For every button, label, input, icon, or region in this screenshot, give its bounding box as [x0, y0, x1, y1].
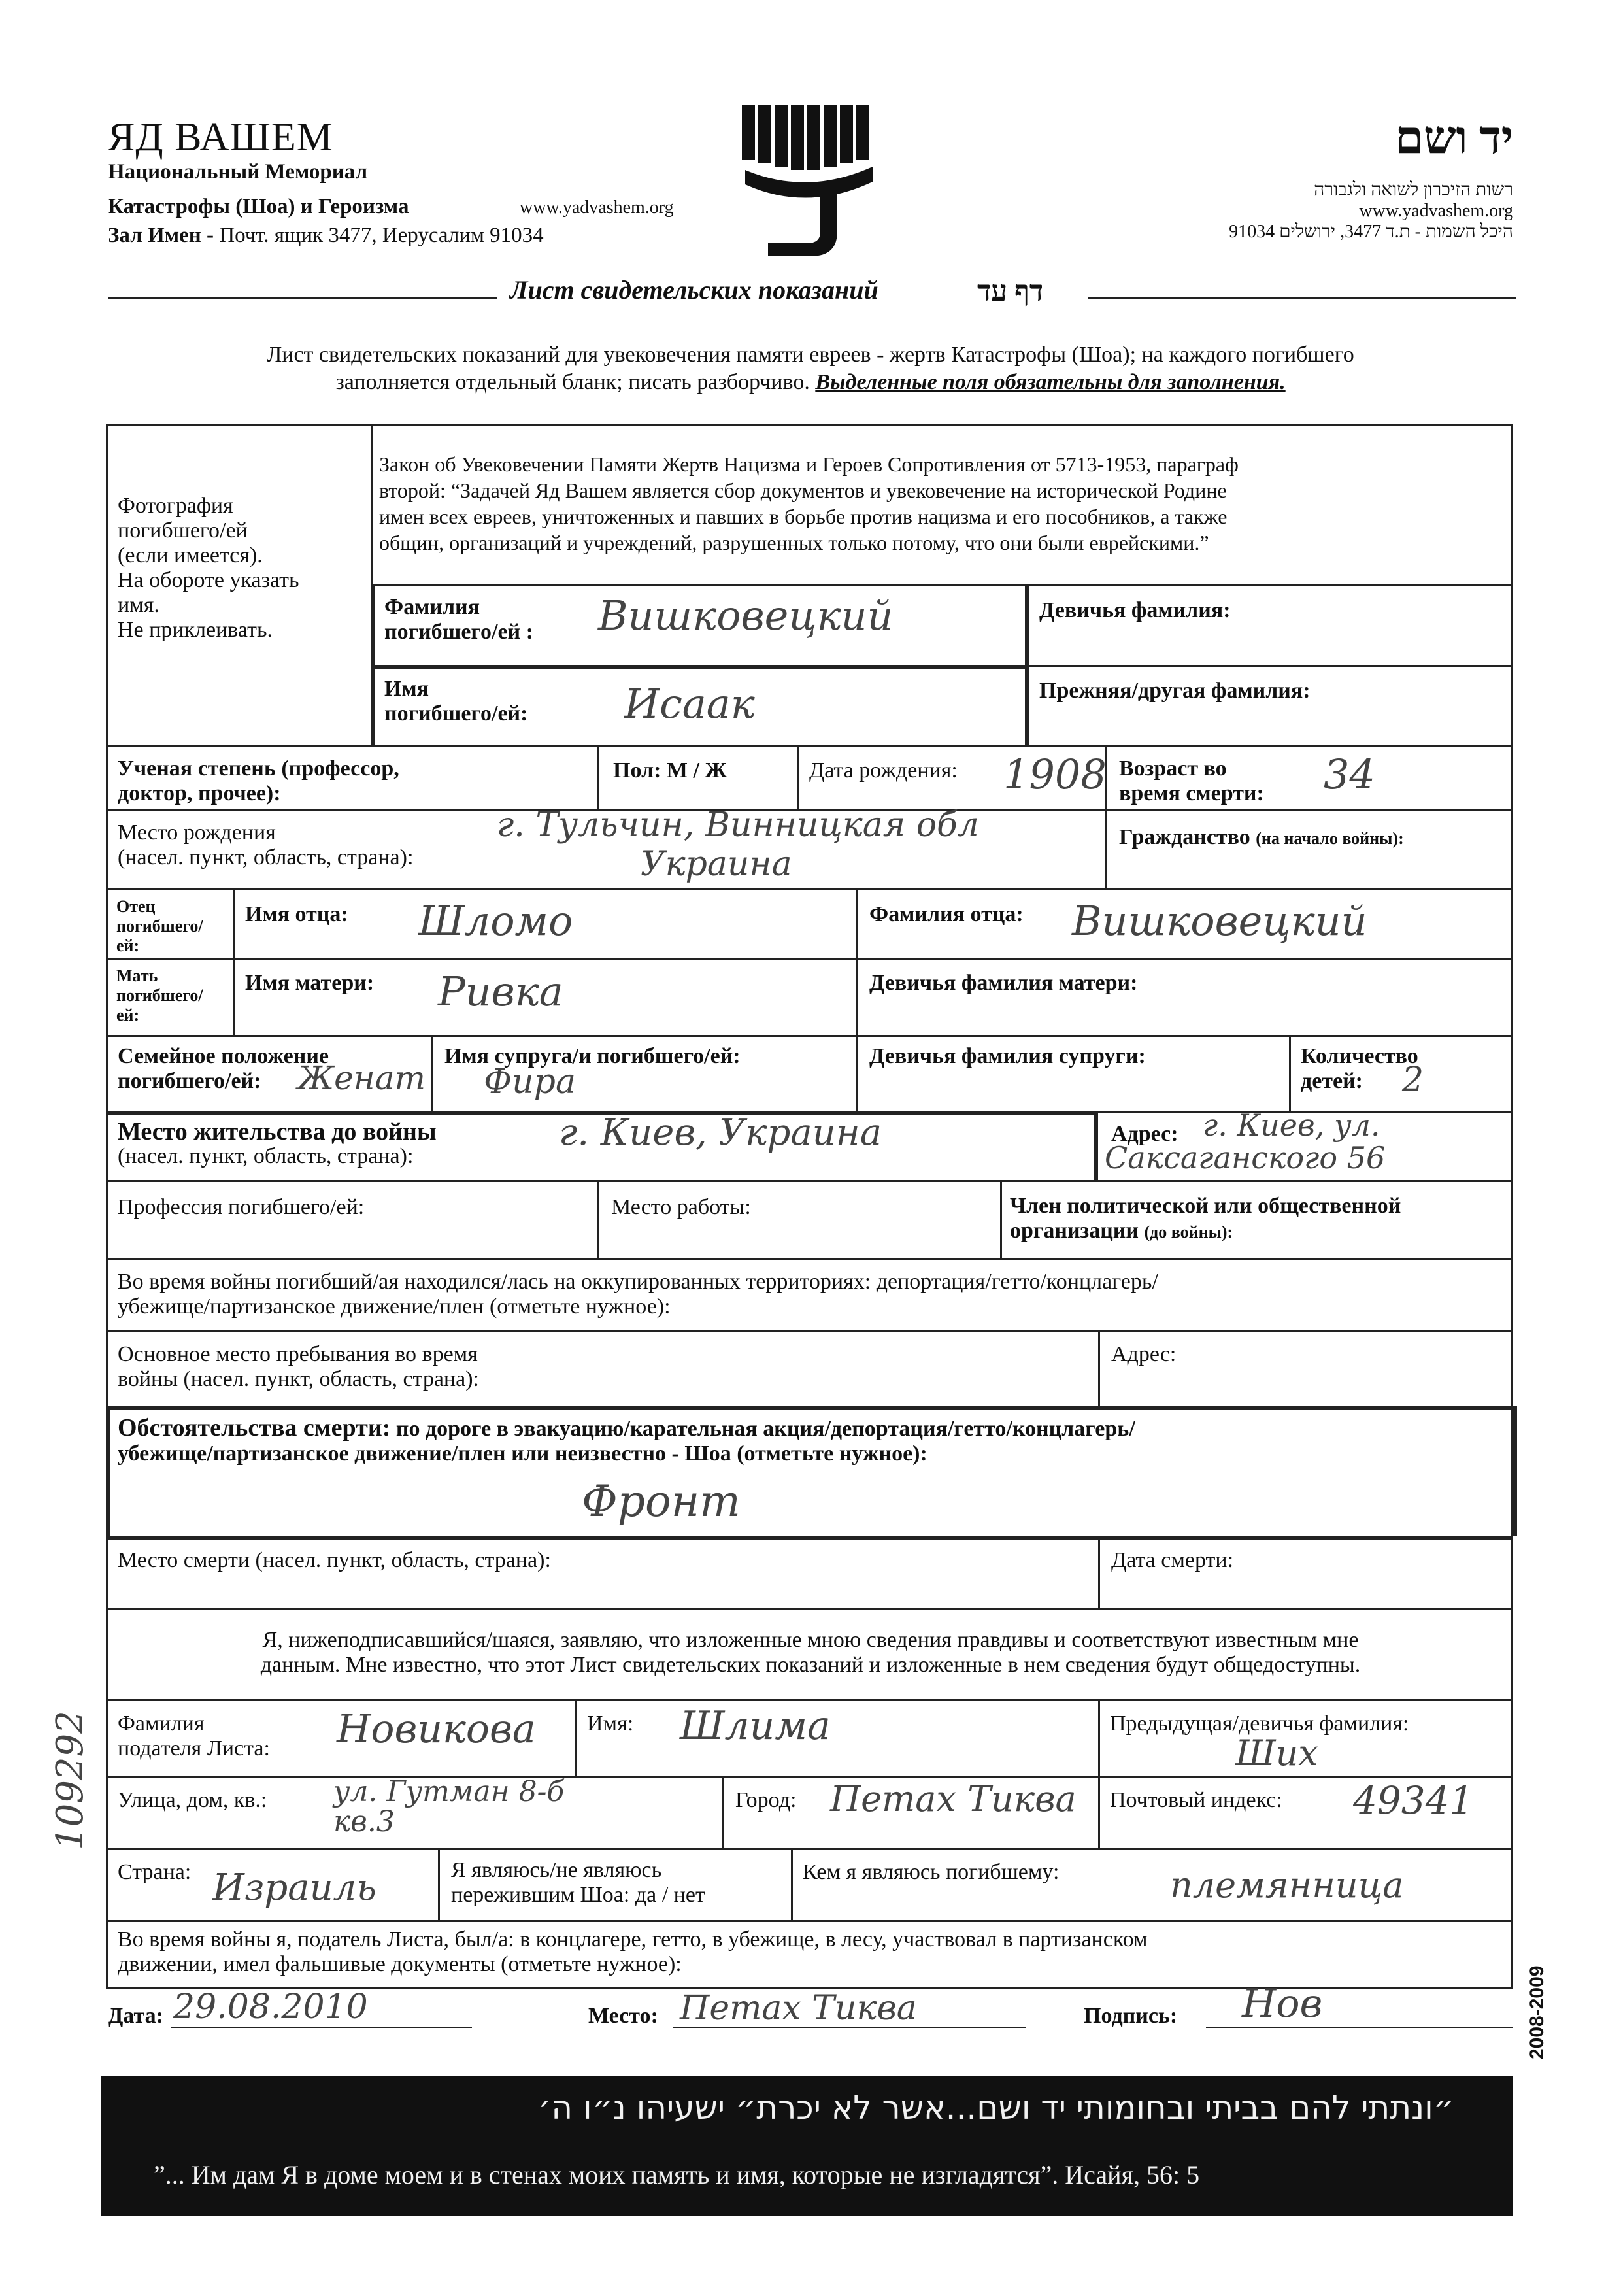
maiden-name-label: Девичья фамилия:	[1039, 598, 1231, 622]
submitter-name-field[interactable]: Шлима	[680, 1703, 831, 1749]
spouse-label: Имя супруга/и погибшего/ей:	[444, 1044, 741, 1068]
address-label: Адрес:	[1111, 1122, 1178, 1146]
workplace-label: Место работы:	[611, 1195, 751, 1219]
city-label: Город:	[735, 1788, 797, 1812]
intro-line-1: Лист свидетельских показаний для увековечения памяти евреев - жертв Катастрофы (Шоа); на каждого погибшего	[267, 343, 1354, 367]
father-name-field[interactable]: Шломо	[418, 897, 573, 945]
circumstances-field[interactable]: Фронт	[582, 1476, 741, 1527]
birthplace-field[interactable]: г. Тульчин, Винницкая обл Украина	[497, 805, 979, 884]
organization-label: Член политической или общественной организации (до войны):	[1010, 1194, 1401, 1243]
footer-quote-band	[101, 2076, 1513, 2216]
mother-name-field[interactable]: Ривка	[438, 968, 563, 1015]
submitter-name-label: Имя:	[587, 1712, 634, 1736]
law-text: Закон об Увековечении Памяти Жертв Нацизма и Героев Сопротивления от 5713-1953, параграф второй: “Задачей Яд Вашем является сбор документов и увековечение на исторической Родине имен всех евреев, уничтоженных и павших в борьбе против нацизма и его пособников, а также общин, организаций и учреждений, разрушенных только потому, что они были еврейскими.”	[379, 452, 1239, 554]
submitter-war-label: Во время войны я, податель Листа, был/а: в концлагере, гетто, в убежище, в лесу, участвовал в партизанском движении, имел фальшивые документы (отметьте нужное):	[118, 1927, 1148, 1976]
mother-tag: Мать погибшего/ ей:	[116, 966, 203, 1024]
header-hall-label: Зал Имен -	[108, 224, 214, 247]
death-date-label: Дата смерти:	[1111, 1548, 1234, 1572]
mother-name-label: Имя матери:	[245, 971, 375, 995]
intro-line-2: заполняется отдельный бланк; писать разборчиво.	[335, 370, 810, 394]
header-title-he: יד ושם	[1395, 113, 1513, 163]
photo-label: Фотография погибшего/ей (если имеется). На обороте указать имя. Не приклеивать.	[118, 494, 299, 642]
header-line-3	[108, 224, 544, 248]
circumstances-label: Обстоятельства смерти: по дороге в эвакуацию/карательная акция/депортация/гетто/концлагерь/ убежище/партизанское движение/плен или неизвестно - Шоа (отметьте нужное):	[118, 1414, 1135, 1466]
death-place-label: Место смерти (насел. пункт, область, страна):	[118, 1548, 551, 1572]
profession-label: Профессия погибшего/ей:	[118, 1195, 365, 1219]
address-field[interactable]: г. Киев, ул. Саксаганского 56	[1105, 1107, 1386, 1175]
children-label: Количество детей:	[1301, 1044, 1418, 1093]
street-field[interactable]: ул. Гутман 8-б кв.3	[333, 1775, 565, 1838]
citizenship-label: Гражданство (на начало войны):	[1119, 825, 1404, 849]
form-title: Лист свидетельских показаний	[510, 275, 878, 305]
declaration-text: Я, нижеподписавшийся/шаяся, заявляю, что изложенные мною сведения правдивы и соответствуют известным мне данным. Мне известно, что этот Лист свидетельских показаний и изложенные в нем сведения будут общедоступны.	[260, 1628, 1361, 1677]
other-surname-label: Прежняя/другая фамилия:	[1039, 679, 1311, 703]
form-year: 2008-2009	[1526, 1965, 1548, 2059]
spouse-field[interactable]: Фира	[484, 1062, 576, 1102]
age-field[interactable]: 34	[1324, 751, 1375, 798]
header-line-1: Национальный Мемориал	[108, 160, 368, 184]
father-surname-label: Фамилия отца:	[869, 902, 1024, 926]
submitter-prev-field[interactable]: Ших	[1235, 1732, 1318, 1774]
residence-field[interactable]: г. Киев, Украина	[559, 1111, 882, 1154]
surname-field[interactable]: Вишковецкий	[598, 592, 894, 639]
sex-label: Пол: М / Ж	[613, 758, 727, 783]
residence-label: Место жительства до войны (насел. пункт, область, страна):	[118, 1118, 437, 1168]
country-label: Страна:	[118, 1860, 192, 1884]
main-place-label: Основное место пребывания во время войны (насел. пункт, область, страна):	[118, 1342, 479, 1391]
birthplace-label: Место рождения (насел. пункт, область, страна):	[118, 820, 414, 869]
submitter-surname-label: Фамилия подателя Листа:	[118, 1712, 270, 1761]
father-tag: Отец погибшего/ ей:	[116, 897, 203, 955]
zip-label: Почтовый индекс:	[1110, 1788, 1282, 1812]
date-field[interactable]: 29.08.2010	[173, 1987, 368, 2027]
header-website: www.yadvashem.org	[520, 197, 674, 218]
header-line-2: Катастрофы (Шоа) и Героизма	[108, 195, 409, 218]
marital-field[interactable]: Женат	[297, 1059, 426, 1097]
place-label: Место:	[588, 2004, 658, 2028]
father-name-label: Имя отца:	[245, 902, 348, 926]
intro-text	[111, 341, 1510, 396]
title-rule-right	[1088, 297, 1516, 299]
signature-label: Подпись:	[1084, 2004, 1178, 2028]
first-name-field[interactable]: Исаак	[624, 680, 755, 728]
footer-quote-he: ״ונתתי להם בביתי ובחומותי יד ושם...אשר לא יכרת״ ישעיהו נ״ו ה׳	[537, 2089, 1454, 2127]
yad-vashem-logo-icon	[742, 105, 879, 258]
form-title-he: דף עד	[977, 275, 1044, 307]
header-he-line-2: www.yadvashem.org	[1359, 201, 1513, 221]
degree-label: Ученая степень (профессор, доктор, прочее):	[118, 756, 399, 805]
main-address-label: Адрес:	[1111, 1342, 1177, 1366]
street-label: Улица, дом, кв.:	[118, 1788, 267, 1812]
spouse-maiden-label: Девичья фамилия супруги:	[869, 1044, 1146, 1068]
header-address: Почт. ящик 3477, Иерусалим 91034	[219, 224, 544, 247]
first-name-label: Имя погибшего/ей:	[384, 677, 528, 726]
footer-quote-ru: ”... Им дам Я в доме моем и в стенах моих память и имя, которые не изгладятся”. Исайя, 56: 5	[154, 2160, 1200, 2189]
header-title-ru: ЯД ВАШЕМ	[108, 115, 333, 160]
header-he-line-3: היכל השמות - ת.ד 3477, ירושלים 91034	[1229, 222, 1513, 242]
required-note: Выделенные поля обязательны для заполнения.	[815, 370, 1286, 394]
father-surname-field[interactable]: Вишковецкий	[1072, 897, 1367, 945]
zip-field[interactable]: 49341	[1353, 1778, 1474, 1823]
birthdate-label: Дата рождения:	[809, 758, 958, 783]
survivor-label[interactable]: Я являюсь/не являюсь пережившим Шоа: да / нет	[451, 1858, 705, 1907]
city-field[interactable]: Петах Тиква	[830, 1778, 1077, 1819]
children-field[interactable]: 2	[1402, 1060, 1424, 1100]
relation-label: Кем я являюсь погибшему:	[803, 1860, 1060, 1884]
age-label: Возраст во время смерти:	[1119, 756, 1264, 805]
date-label: Дата:	[108, 2004, 163, 2028]
surname-label: Фамилия погибшего/ей :	[384, 595, 533, 644]
title-rule-left	[108, 297, 497, 299]
marital-label: Семейное положение погибшего/ей:	[118, 1044, 329, 1093]
header-he-line-1: רשות הזיכרון לשואה ולגבורה	[1314, 180, 1513, 200]
submitter-surname-field[interactable]: Новикова	[337, 1706, 536, 1752]
mother-maiden-label: Девичья фамилия матери:	[869, 971, 1138, 995]
country-field[interactable]: Израиль	[212, 1866, 376, 1909]
wartime-label: Во время войны погибший/ая находился/лась на оккупированных территориях: депортация/гетто/концлагерь/ убежище/партизанское движение/плен (отметьте нужное):	[118, 1270, 1158, 1319]
place-field[interactable]: Петах Тиква	[680, 1989, 917, 2028]
relation-field[interactable]: племянница	[1170, 1865, 1404, 1906]
submitter-prev-label: Предыдущая/девичья фамилия:	[1110, 1712, 1409, 1736]
birthdate-field[interactable]: 1908	[1003, 751, 1107, 798]
signature-field[interactable]: Нов	[1242, 1981, 1323, 2027]
archive-number: 109292	[49, 1710, 92, 1850]
